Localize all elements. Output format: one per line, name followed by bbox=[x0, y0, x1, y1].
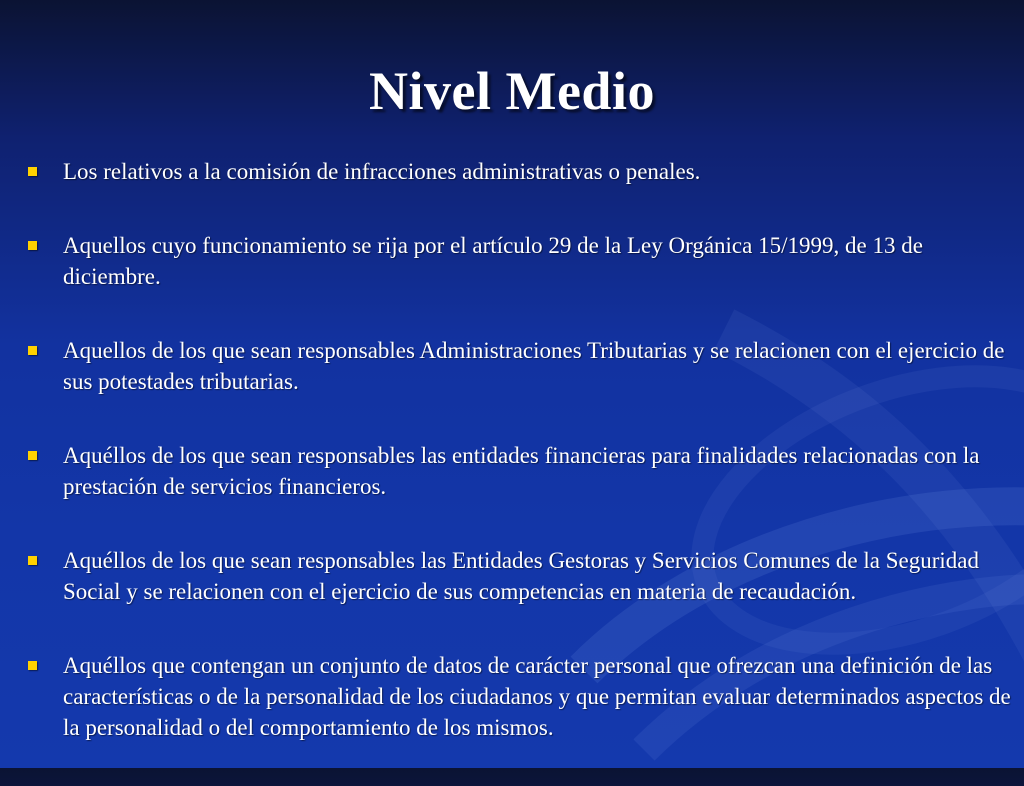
square-bullet-icon bbox=[28, 451, 37, 460]
list-item bbox=[24, 230, 1014, 292]
square-bullet-icon bbox=[28, 346, 37, 355]
bullet-list bbox=[24, 156, 1014, 786]
list-item bbox=[24, 650, 1014, 743]
bullet-text: Aquellos cuyo funcionamiento se rija por el artículo 29 de la Ley Orgánica 15/1999, de 13 de diciembre. bbox=[63, 233, 923, 289]
bullet-text: Aquéllos de los que sean responsables las entidades financieras para finalidades relacionadas con la prestación de servicios financieros. bbox=[63, 443, 980, 499]
bullet-text: Aquellos de los que sean responsables Administraciones Tributarias y se relacionen con el ejercicio de sus potestades tributarias. bbox=[63, 338, 1005, 394]
bullet-text: Aquéllos de los que sean responsables las Entidades Gestoras y Servicios Comunes de la Seguridad Social y se relacionen con el ejercicio de sus competencias en materia de recaudación. bbox=[63, 548, 979, 604]
list-item bbox=[24, 156, 1014, 187]
slide-title: Nivel Medio bbox=[369, 61, 655, 121]
bullet-text: Los relativos a la comisión de infracciones administrativas o penales. bbox=[63, 159, 701, 184]
list-item bbox=[24, 335, 1014, 397]
list-item bbox=[24, 440, 1014, 502]
square-bullet-icon bbox=[28, 556, 37, 565]
bullet-text: Aquéllos que contengan un conjunto de datos de carácter personal que ofrezcan una definición de las características o de la personalidad de los ciudadanos y que permitan evaluar determinados aspectos de la personalidad o del comportamiento de los mismos. bbox=[63, 653, 1011, 740]
square-bullet-icon bbox=[28, 241, 37, 250]
square-bullet-icon bbox=[28, 167, 37, 176]
square-bullet-icon bbox=[28, 661, 37, 670]
list-item bbox=[24, 545, 1014, 607]
